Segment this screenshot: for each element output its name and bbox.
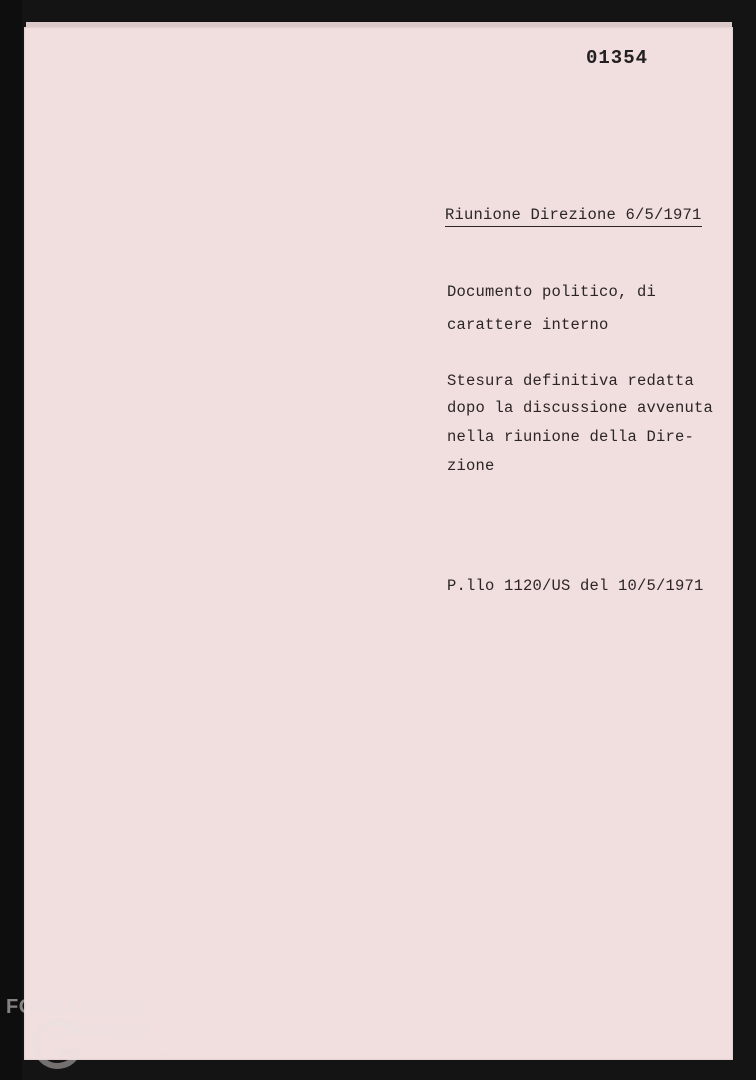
description-line: dopo la discussione avvenuta — [447, 399, 714, 417]
watermark-line-2: GRAMSCI — [52, 1020, 150, 1042]
description-line: carattere interno — [447, 316, 609, 334]
watermark-line-1: FONDAZIONE — [6, 996, 144, 1018]
watermark-subtext: onlus — [156, 1052, 171, 1058]
description-line: zione — [447, 457, 495, 475]
protocol-number: P.llo 1120/US del 10/5/1971 — [447, 577, 704, 595]
document-number: 01354 — [586, 47, 649, 69]
meeting-title: Riunione Direzione 6/5/1971 — [445, 208, 702, 227]
scan-background-edge — [0, 0, 22, 1080]
description-line: Stesura definitiva redatta — [447, 372, 695, 390]
description-line: nella riunione della Dire- — [447, 428, 695, 446]
fondazione-gramsci-watermark — [6, 996, 196, 1076]
document-page — [24, 27, 733, 1060]
description-line: Documento politico, di — [447, 283, 657, 301]
